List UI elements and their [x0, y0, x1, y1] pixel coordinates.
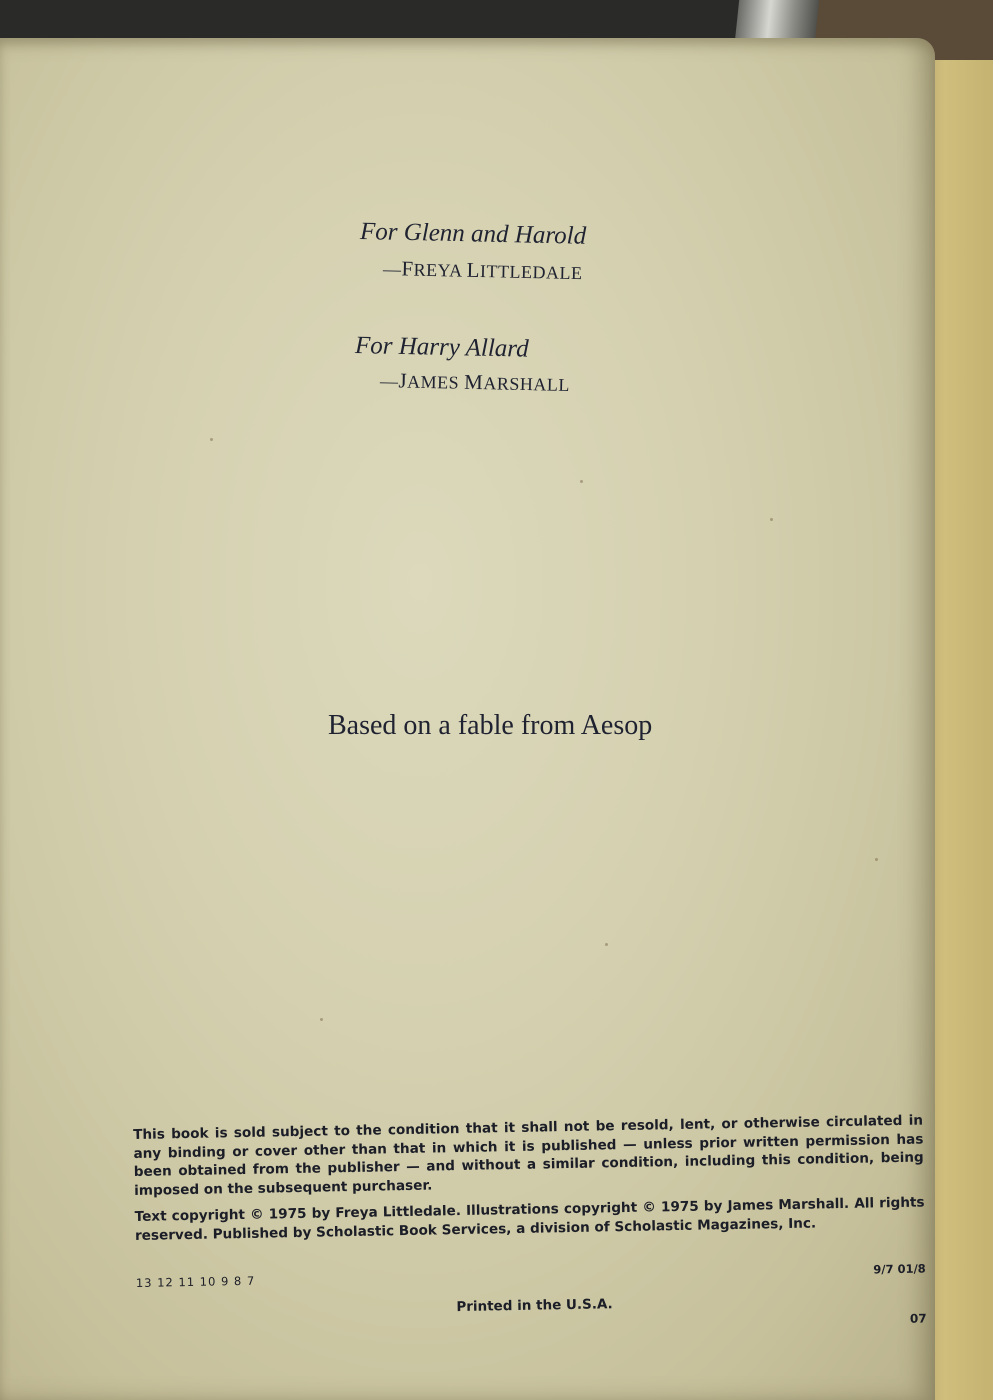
- paper-speck: [875, 858, 878, 861]
- dedication-line-1: For Glenn and Harold: [359, 218, 587, 250]
- author-name-part: ARSHALL: [483, 373, 571, 395]
- author-initial: M: [463, 369, 484, 395]
- resale-condition-notice: This book is sold subject to the condition that it shall not be resold, lent, or otherwise circulated in any binding or cover other than that in which it is published — unless prior written permission has been obtained from the publisher — and without a similar condition, including this condition, being imposed on the subsequent purchaser.: [133, 1112, 924, 1199]
- page-number: 07: [909, 1311, 927, 1326]
- source-note: Based on a fable from Aesop: [328, 710, 653, 741]
- em-dash: —: [382, 259, 402, 280]
- dedication-line-2: For Harry Allard: [354, 332, 529, 363]
- author-initial: J: [398, 368, 408, 393]
- paper-speck: [605, 943, 608, 946]
- paper-speck: [770, 518, 773, 521]
- dedication-author-1: [383, 256, 583, 285]
- copyright-block: [133, 1112, 927, 1326]
- book-page: [0, 38, 935, 1400]
- em-dash: —: [379, 371, 399, 392]
- printing-numbers: 13 12 11 10 9 8 7: [135, 1273, 256, 1290]
- paper-speck: [210, 438, 213, 441]
- author-initial: F: [401, 256, 414, 281]
- author-name-part: AMES: [406, 371, 465, 393]
- paper-speck: [320, 1018, 323, 1021]
- author-name-part: REYA: [413, 259, 467, 281]
- author-name-part: ITTLEDALE: [479, 261, 583, 284]
- print-code: 9/7 01/8: [873, 1261, 926, 1277]
- dedication-author-2: [380, 368, 570, 397]
- copyright-notice: Text copyright © 1975 by Freya Littledale. Illustrations copyright © 1975 by James Marshall. All rights reserved. Published by Scholastic Book Services, a division of Scholastic Magazines, Inc.: [134, 1194, 925, 1244]
- printed-in-notice: Printed in the U.S.A.: [456, 1296, 613, 1316]
- author-initial: L: [466, 257, 481, 283]
- paper-speck: [580, 480, 583, 483]
